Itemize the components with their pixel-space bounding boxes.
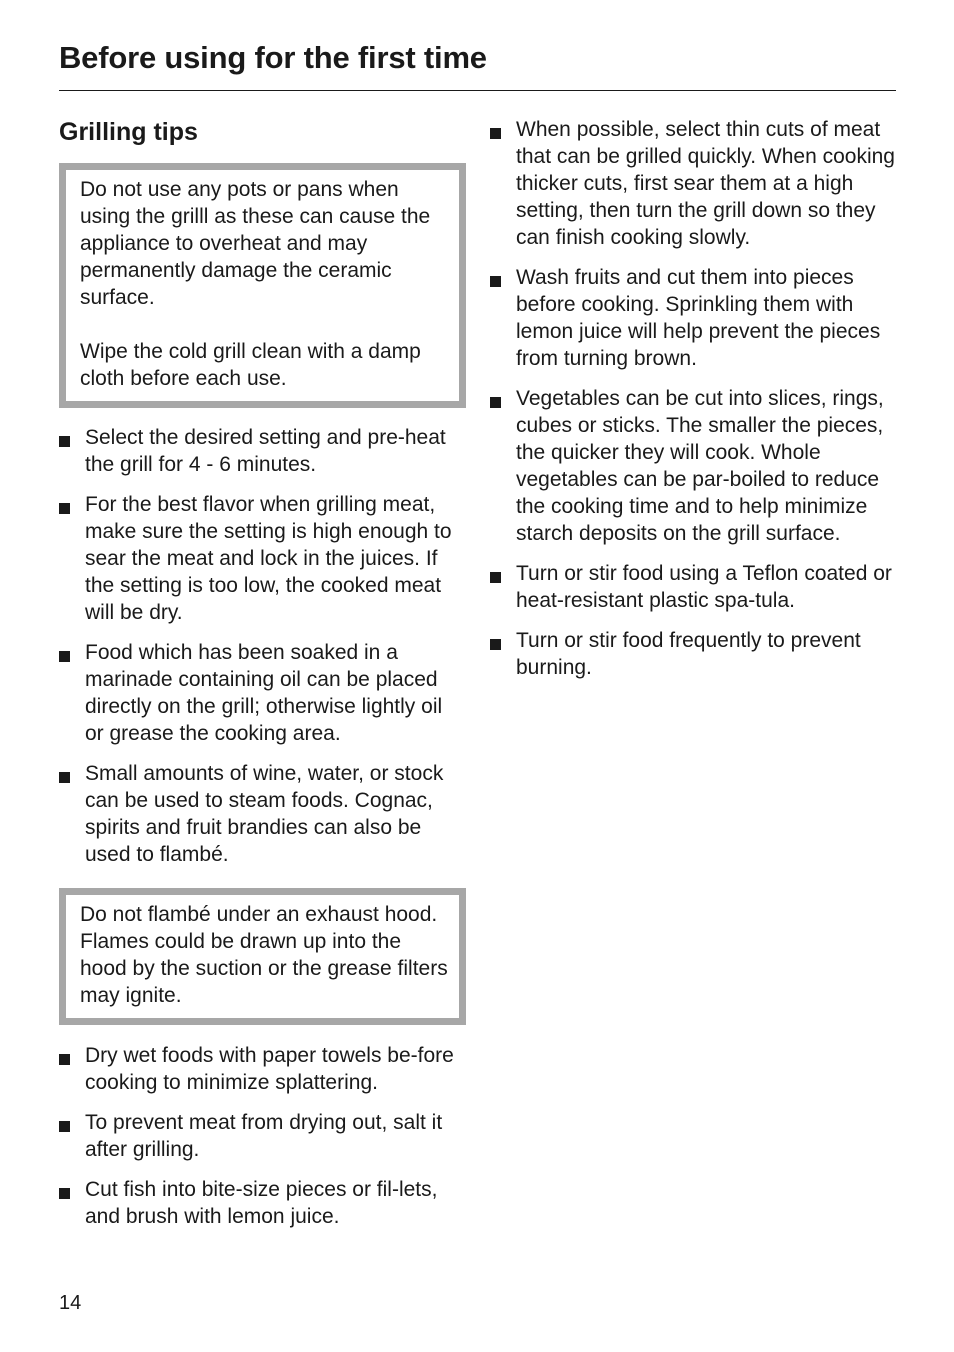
list-item (59, 639, 466, 747)
square-bullet-icon (490, 128, 501, 139)
list-item-text: When possible, select thin cuts of meat that can be grilled quickly. When cooking thicker cuts, first sear them at a high setting, then turn the grill down so they can finish cooking slowly. (516, 118, 895, 249)
title-rule (59, 90, 896, 91)
tips-list-left-2 (59, 1042, 466, 1230)
list-item-text: Food which has been soaked in a marinade containing oil can be placed directly on the grill; otherwise lightly oil or grease the cooking area. (85, 641, 443, 745)
list-item (59, 491, 466, 626)
list-item-text: Dry wet foods with paper towels be-fore cooking to minimize splattering. (85, 1044, 454, 1094)
tips-list-left-1 (59, 424, 466, 868)
square-bullet-icon (59, 1054, 70, 1065)
right-column (490, 116, 895, 694)
list-item-text: Turn or stir food frequently to prevent burning. (516, 629, 861, 679)
list-item-text: Turn or stir food using a Teflon coated or heat-resistant plastic spa-tula. (516, 562, 892, 612)
square-bullet-icon (59, 436, 70, 447)
list-item (490, 116, 895, 251)
list-item-text: For the best flavor when grilling meat, make sure the setting is high enough to sear the meat and lock in the juices. If the setting is too low, the cooked meat will be dry. (85, 493, 452, 624)
list-item-text: To prevent meat from drying out, salt it after grilling. (85, 1111, 443, 1161)
warning-paragraph: Wipe the cold grill clean with a damp cloth before each use. (80, 340, 421, 390)
page-title: Before using for the first time (59, 40, 487, 75)
list-item (59, 1176, 466, 1230)
list-item (490, 264, 895, 372)
list-item (59, 424, 466, 478)
list-item-text: Cut fish into bite-size pieces or fil-lets, and brush with lemon juice. (85, 1178, 438, 1228)
square-bullet-icon (59, 651, 70, 662)
list-item (490, 560, 895, 614)
warning-paragraph: Do not flambé under an exhaust hood. Flames could be drawn up into the hood by the suction or the grease filters may ignite. (80, 903, 448, 1007)
page-number: 14 (59, 1292, 82, 1314)
list-item-text: Select the desired setting and pre-heat the grill for 4 - 6 minutes. (85, 426, 446, 476)
tips-list-right (490, 116, 895, 681)
left-column (59, 118, 466, 1243)
square-bullet-icon (59, 772, 70, 783)
square-bullet-icon (59, 1188, 70, 1199)
list-item (59, 1109, 466, 1163)
warning-box-pots (59, 163, 466, 408)
warning-paragraph: Do not use any pots or pans when using the grilll as these can cause the appliance to overheat and may permanently damage the ceramic surface. (80, 178, 431, 309)
square-bullet-icon (490, 397, 501, 408)
square-bullet-icon (490, 572, 501, 583)
section-title: Grilling tips (59, 118, 198, 146)
square-bullet-icon (490, 639, 501, 650)
warning-box-flambe (59, 888, 466, 1025)
square-bullet-icon (490, 276, 501, 287)
square-bullet-icon (59, 1121, 70, 1132)
list-item-text: Wash fruits and cut them into pieces before cooking. Sprinkling them with lemon juice will help prevent the pieces from turning brown. (516, 266, 881, 370)
list-item-text: Vegetables can be cut into slices, rings, cubes or sticks. The smaller the pieces, the quicker they will cook. Whole vegetables can be par-boiled to reduce the cooking time and to help minimize starch deposits on the grill surface. (516, 387, 884, 545)
list-item (59, 1042, 466, 1096)
list-item-text: Small amounts of wine, water, or stock can be used to steam foods. Cognac, spirits and fruit brandies can also be used to flambé. (85, 762, 444, 866)
list-item (490, 385, 895, 547)
list-item (59, 760, 466, 868)
list-item (490, 627, 895, 681)
square-bullet-icon (59, 503, 70, 514)
